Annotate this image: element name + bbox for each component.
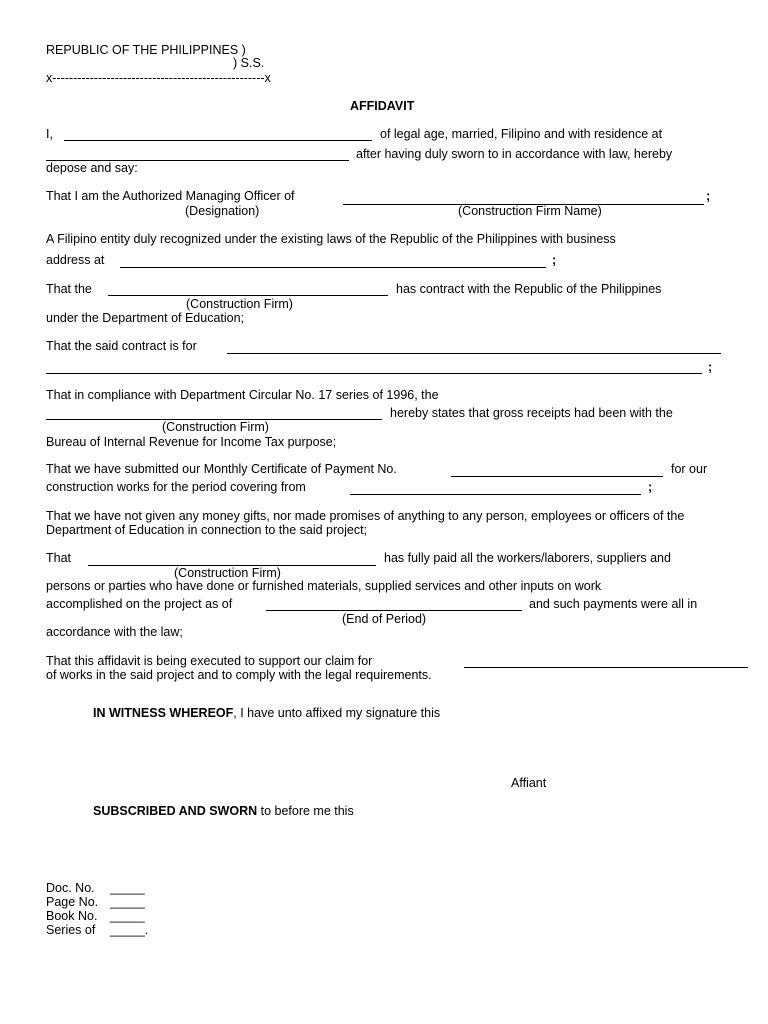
construction-firm-blank[interactable] bbox=[108, 295, 388, 296]
p5-text: That the said contract is for bbox=[46, 339, 197, 353]
contract-purpose-blank-2[interactable] bbox=[46, 373, 702, 374]
p7-for-our: for our bbox=[671, 462, 708, 476]
document-title: AFFIDAVIT bbox=[350, 99, 415, 113]
series-label: Series of bbox=[46, 923, 96, 937]
header-divider: x---------------------------------------------------x bbox=[46, 71, 271, 85]
p9-text-line3-end: and such payments were all in bbox=[529, 597, 698, 611]
affiant-intro: I, bbox=[46, 127, 53, 141]
certificate-number-blank[interactable] bbox=[451, 476, 663, 477]
p9-text-line4: accordance with the law; bbox=[46, 625, 183, 639]
firm-name-caption: (Construction Firm Name) bbox=[458, 204, 602, 218]
end-of-period-caption: (End of Period) bbox=[342, 612, 427, 626]
doc-no-label: Doc. No. bbox=[46, 881, 95, 895]
p6-text: That in compliance with Department Circular No. 17 series of 1996, the bbox=[46, 388, 439, 402]
series-blank[interactable]: _____. bbox=[110, 923, 149, 937]
p8-text: That we have not given any money gifts, nor made promises of anything to any person, employees or officers of the bbox=[46, 509, 685, 523]
p1-text-line3: depose and say: bbox=[46, 161, 138, 175]
p9-text: That bbox=[46, 551, 72, 565]
business-address-blank[interactable] bbox=[120, 267, 546, 268]
p5-semicolon: ; bbox=[708, 360, 713, 374]
p9-text-rest: has fully paid all the workers/laborers, suppliers and bbox=[384, 551, 671, 565]
period-covering-blank[interactable] bbox=[350, 494, 641, 495]
book-no-label: Book No. bbox=[46, 909, 98, 923]
contract-purpose-blank[interactable] bbox=[227, 353, 721, 354]
page-no-label: Page No. bbox=[46, 895, 99, 909]
p2-text: That I am the Authorized Managing Officer of bbox=[46, 189, 295, 203]
p4-text: That the bbox=[46, 282, 92, 296]
construction-firm-caption: (Construction Firm) bbox=[186, 297, 293, 311]
p7-text-line2: construction works for the period covering from bbox=[46, 480, 306, 494]
end-of-period-blank[interactable] bbox=[266, 610, 522, 611]
affiant-name-blank[interactable] bbox=[64, 140, 372, 141]
p3-semicolon: ; bbox=[552, 253, 557, 267]
p2-semicolon: ; bbox=[706, 189, 711, 203]
jurat-clause: SUBSCRIBED AND SWORN to before me this bbox=[93, 804, 354, 818]
p3-text: A Filipino entity duly recognized under the existing laws of the Republic of the Philippines with business bbox=[46, 232, 616, 246]
p4-text-line2: under the Department of Education; bbox=[46, 311, 245, 325]
venue-heading: REPUBLIC OF THE PHILIPPINES ) bbox=[46, 43, 246, 57]
affiant-label: Affiant bbox=[511, 776, 547, 790]
p6-text-line3: Bureau of Internal Revenue for Income Tax purpose; bbox=[46, 435, 337, 449]
p8-text-line2: Department of Education in connection to the said project; bbox=[46, 523, 368, 537]
book-no-blank[interactable]: _____ bbox=[110, 909, 145, 923]
p7-semicolon: ; bbox=[648, 480, 653, 494]
p3-text-line2: address at bbox=[46, 253, 105, 267]
doc-no-blank[interactable]: _____ bbox=[110, 881, 145, 895]
p10-text: That this affidavit is being executed to support our claim for bbox=[46, 654, 373, 668]
p6-text-rest: hereby states that gross receipts had been with the bbox=[390, 406, 673, 420]
witness-clause: IN WITNESS WHEREOF, I have unto affixed my signature this bbox=[93, 706, 441, 720]
p1-text: of legal age, married, Filipino and with residence at bbox=[380, 127, 663, 141]
p4-text-rest: has contract with the Republic of the Philippines bbox=[396, 282, 662, 296]
p7-text: That we have submitted our Monthly Certificate of Payment No. bbox=[46, 462, 397, 476]
p9-text-line3: accomplished on the project as of bbox=[46, 597, 233, 611]
designation-caption: (Designation) bbox=[185, 204, 260, 218]
construction-firm-caption-3: (Construction Firm) bbox=[174, 566, 281, 580]
ss-marker: ) S.S. bbox=[233, 56, 265, 70]
claim-blank[interactable] bbox=[464, 667, 748, 668]
p9-text-line2: persons or parties who have done or furnished materials, supplied services and other inputs on work bbox=[46, 579, 602, 593]
p1-text-line2: after having duly sworn to in accordance with law, hereby bbox=[356, 147, 673, 161]
p10-text-line2: of works in the said project and to comply with the legal requirements. bbox=[46, 668, 432, 682]
construction-firm-caption-2: (Construction Firm) bbox=[162, 420, 269, 434]
page-no-blank[interactable]: _____ bbox=[110, 895, 145, 909]
